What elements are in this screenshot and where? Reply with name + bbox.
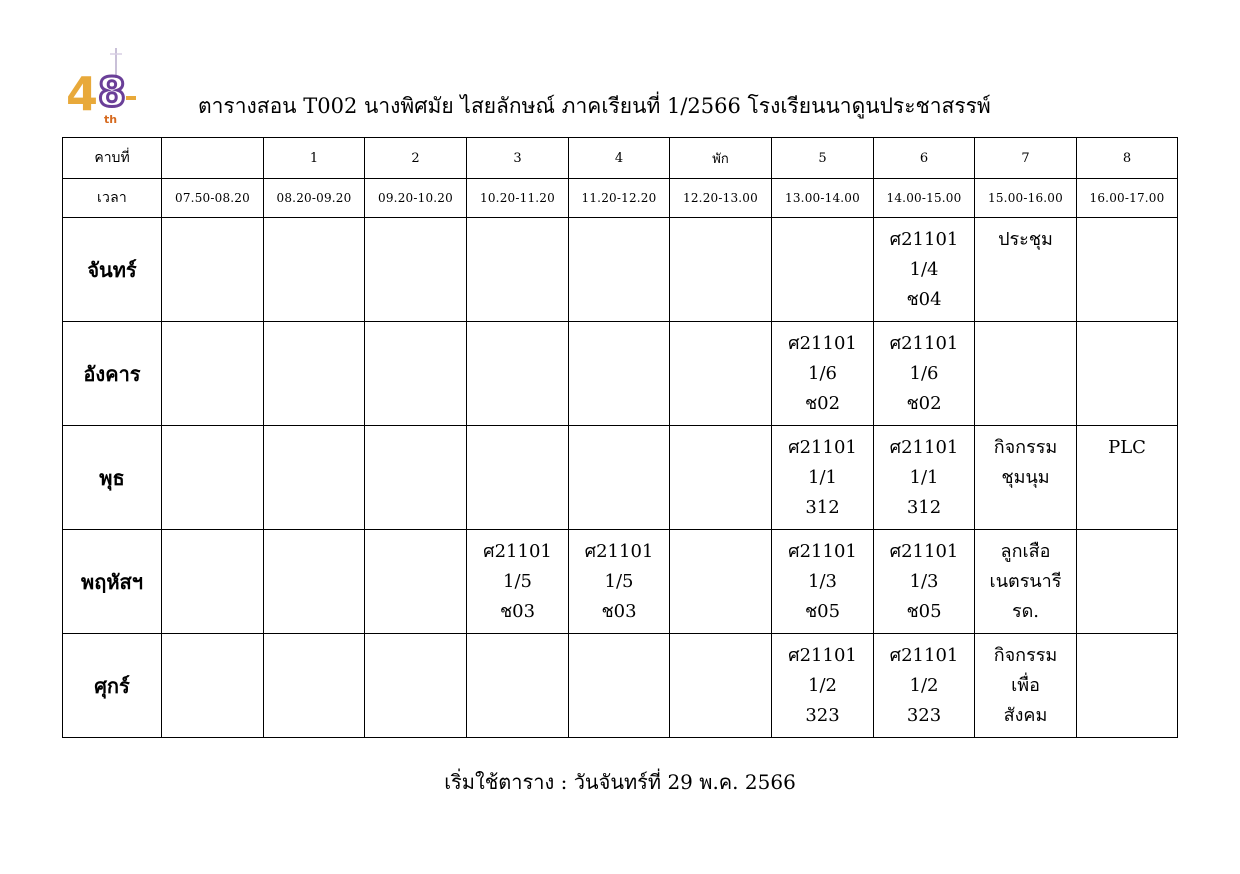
class-entry: กิจกรรม เพื่อ สังคม — [993, 645, 1058, 726]
schedule-cell — [874, 322, 975, 426]
period-header-cell: 5 — [772, 138, 874, 179]
class-entry — [670, 530, 771, 537]
class-entry — [162, 426, 263, 433]
schedule-cell — [670, 530, 772, 634]
class-entry — [162, 634, 263, 641]
logo-suffix: th — [104, 113, 118, 126]
day-name-cell: จันทร์ — [63, 218, 162, 322]
class-entry — [467, 322, 568, 329]
class-entry — [1077, 634, 1177, 641]
class-entry — [467, 218, 568, 225]
time-header-row — [63, 179, 1178, 218]
class-entry — [264, 530, 364, 537]
schedule-cell — [365, 218, 467, 322]
schedule-cell — [670, 322, 772, 426]
schedule-cell — [975, 322, 1077, 426]
start-date-note: เริ่มใช้ตาราง : วันจันทร์ที่ 29 พ.ค. 2566 — [444, 770, 796, 794]
class-entry — [365, 530, 466, 537]
schedule-cell — [264, 530, 365, 634]
schedule-cell — [365, 634, 467, 738]
schedule-cell — [467, 322, 569, 426]
schedule-cell — [772, 426, 874, 530]
schedule-cell — [975, 530, 1077, 634]
schedule-cell — [162, 530, 264, 634]
time-row-label: เวลา — [63, 179, 162, 218]
schedule-cell — [874, 426, 975, 530]
class-entry — [162, 218, 263, 225]
class-entry — [264, 218, 364, 225]
time-slot-cell: 10.20-11.20 — [467, 179, 569, 218]
class-entry — [569, 426, 669, 433]
class-entry: ศ21101 1/2 323 — [788, 645, 857, 726]
schedule-cell — [467, 634, 569, 738]
schedule-cell — [772, 218, 874, 322]
class-entry — [670, 218, 771, 225]
class-entry: PLC — [1108, 437, 1146, 458]
schedule-cell — [772, 322, 874, 426]
class-entry — [1077, 530, 1177, 537]
class-entry — [569, 322, 669, 329]
class-entry — [569, 634, 669, 641]
class-entry: ศ21101 1/6 ช02 — [889, 333, 959, 414]
schedule-cell — [162, 218, 264, 322]
schedule-cell — [569, 634, 670, 738]
time-slot-cell: 16.00-17.00 — [1077, 179, 1178, 218]
time-slot-cell: 12.20-13.00 — [670, 179, 772, 218]
day-row — [63, 634, 1178, 738]
day-row — [63, 218, 1178, 322]
schedule-cell — [569, 322, 670, 426]
day-name-cell: พุธ — [63, 426, 162, 530]
period-header-cell: 6 — [874, 138, 975, 179]
time-slot-cell: 15.00-16.00 — [975, 179, 1077, 218]
schedule-cell — [264, 218, 365, 322]
day-row — [63, 426, 1178, 530]
schedule-cell — [874, 634, 975, 738]
period-header-row — [63, 138, 1178, 179]
period-header-cell: 8 — [1077, 138, 1178, 179]
schedule-cell — [1077, 426, 1178, 530]
time-slot-cell: 13.00-14.00 — [772, 179, 874, 218]
class-entry — [365, 426, 466, 433]
schedule-cell — [162, 322, 264, 426]
class-entry — [1077, 322, 1177, 329]
class-entry: ศ21101 1/5 ช03 — [483, 541, 552, 622]
class-entry — [264, 322, 364, 329]
class-entry — [467, 634, 568, 641]
schedule-cell — [365, 530, 467, 634]
schedule-cell — [365, 426, 467, 530]
logo-number-four: 4 — [66, 67, 99, 121]
schedule-cell — [670, 218, 772, 322]
schedule-cell — [975, 218, 1077, 322]
schedule-cell — [162, 634, 264, 738]
period-header-cell: 7 — [975, 138, 1077, 179]
period-header-cell: 1 — [264, 138, 365, 179]
class-entry — [162, 322, 263, 329]
schedule-cell — [162, 426, 264, 530]
period-header-cell — [162, 138, 264, 179]
class-entry: ศ21101 1/4 ช04 — [889, 229, 959, 310]
time-slot-cell: 14.00-15.00 — [874, 179, 975, 218]
schedule-cell — [670, 426, 772, 530]
schedule-cell — [1077, 634, 1178, 738]
schedule-cell — [1077, 530, 1178, 634]
schedule-cell — [467, 530, 569, 634]
schedule-cell — [365, 322, 467, 426]
class-entry — [772, 218, 873, 225]
class-entry — [264, 426, 364, 433]
class-entry — [1077, 218, 1177, 225]
schedule-cell — [772, 530, 874, 634]
class-entry: ศ21101 1/3 ช05 — [788, 541, 857, 622]
class-entry: ศ21101 1/5 ช03 — [584, 541, 654, 622]
class-entry — [162, 530, 263, 537]
time-slot-cell: 11.20-12.20 — [569, 179, 670, 218]
logo-number-eight: 8 — [98, 70, 126, 116]
schedule-cell — [264, 426, 365, 530]
schedule-cell — [467, 218, 569, 322]
schedule-cell — [874, 218, 975, 322]
class-entry — [975, 322, 1076, 329]
school-logo — [64, 44, 144, 126]
class-entry — [670, 634, 771, 641]
class-entry — [467, 426, 568, 433]
time-slot-cell: 08.20-09.20 — [264, 179, 365, 218]
class-entry: ศ21101 1/1 312 — [889, 437, 959, 518]
schedule-cell — [569, 426, 670, 530]
class-entry — [365, 218, 466, 225]
schedule-cell — [467, 426, 569, 530]
period-header-cell: 3 — [467, 138, 569, 179]
day-name-cell: อังคาร — [63, 322, 162, 426]
period-header-cell: 2 — [365, 138, 467, 179]
period-header-cell: 4 — [569, 138, 670, 179]
class-entry — [569, 218, 669, 225]
schedule-table — [62, 137, 1178, 738]
schedule-cell — [569, 530, 670, 634]
schedule-cell — [670, 634, 772, 738]
class-entry — [365, 322, 466, 329]
class-entry — [670, 322, 771, 329]
schedule-cell — [569, 218, 670, 322]
schedule-cell — [975, 426, 1077, 530]
page-title: ตารางสอน T002 นางพิศมัย ไสยลักษณ์ ภาคเรียนที่ 1/2566 โรงเรียนนาดูนประชาสรรพ์ — [198, 94, 991, 118]
schedule-cell — [874, 530, 975, 634]
class-entry: ศ21101 1/3 ช05 — [889, 541, 959, 622]
time-slot-cell: 09.20-10.20 — [365, 179, 467, 218]
schedule-cell — [772, 634, 874, 738]
schedule-cell — [264, 634, 365, 738]
class-entry: ศ21101 1/1 312 — [788, 437, 857, 518]
schedule-cell — [1077, 322, 1178, 426]
day-row — [63, 322, 1178, 426]
day-name-cell: พฤหัสฯ — [63, 530, 162, 634]
class-entry — [365, 634, 466, 641]
period-row-label: คาบที่ — [63, 138, 162, 179]
class-entry: กิจกรรม ชุมนุม — [993, 437, 1058, 488]
schedule-cell — [975, 634, 1077, 738]
class-entry: ศ21101 1/6 ช02 — [788, 333, 857, 414]
class-entry: ลูกเสือ เนตรนารี รด. — [989, 541, 1062, 622]
day-name-cell: ศุกร์ — [63, 634, 162, 738]
class-entry — [264, 634, 364, 641]
class-entry: ประชุม — [998, 229, 1053, 250]
schedule-cell — [264, 322, 365, 426]
period-header-cell: พัก — [670, 138, 772, 179]
day-row — [63, 530, 1178, 634]
class-entry — [670, 426, 771, 433]
schedule-cell — [1077, 218, 1178, 322]
time-slot-cell: 07.50-08.20 — [162, 179, 264, 218]
class-entry: ศ21101 1/2 323 — [889, 645, 959, 726]
